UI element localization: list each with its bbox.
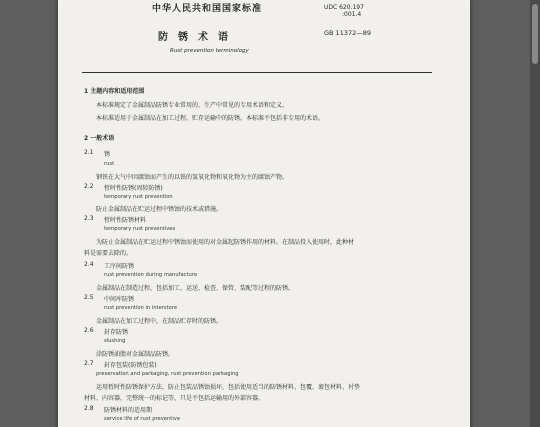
gb-code: GB 11372—89 bbox=[324, 29, 372, 37]
term-number: 2.8 bbox=[84, 405, 94, 412]
standard-header: 中华人民共和国国家标准 bbox=[152, 4, 263, 14]
term-zh: 工序间防锈 bbox=[104, 263, 135, 270]
term-definition: 运用暂时性防锈保护方法，防止包装品锈蚀损坏，包括使用适当的防锈材料、包覆、裹包材料、衬垫 bbox=[96, 384, 361, 391]
section-2-heading: 2 一般术语 bbox=[84, 135, 115, 142]
term-number: 2.3 bbox=[84, 215, 94, 222]
udc-code-sub: :001.4 bbox=[342, 11, 362, 18]
term-definition: 金属制品在加工过程中，在制品贮存时的防锈。 bbox=[96, 318, 223, 325]
term-en: temporary rust prevention bbox=[104, 194, 173, 200]
term-en: rust prevention in interstore bbox=[104, 305, 178, 311]
term-definition: 防止金属制品在贮运过程中锈蚀的技术或措施。 bbox=[96, 206, 223, 213]
term-en: temporary rust preventives bbox=[104, 226, 176, 232]
term-en: preservation and parkaging, rust prevention parkaging bbox=[96, 371, 239, 377]
header-divider bbox=[82, 72, 432, 73]
term-number: 2.1 bbox=[84, 149, 94, 156]
document-page bbox=[58, 0, 470, 427]
term-zh: 封存包装(防锈包装) bbox=[104, 362, 157, 369]
scrollbar-thumb[interactable] bbox=[532, 4, 538, 64]
term-zh: 暂时性防锈(周转防锈) bbox=[104, 185, 163, 192]
term-en: rust prevention during manufacture bbox=[104, 272, 198, 278]
term-definition-cont: 材料、内容器，完整统一的标记等，只是不包括运输用的外部容器。 bbox=[84, 395, 265, 402]
term-number: 2.5 bbox=[84, 294, 94, 301]
term-definition: 钢铁在大气中因腐蚀而产生的以铁的氢氧化物和氧化物为主的腐蚀产物。 bbox=[96, 174, 289, 181]
term-definition: 为防止金属制品在贮运过程中锈蚀而使用的对金属起防锈作用的材料。在制品投入使用时，此种材 bbox=[96, 239, 355, 246]
term-definition-cont: 料是需要去除的。 bbox=[84, 250, 133, 257]
term-en: slushing bbox=[104, 338, 126, 344]
term-number: 2.7 bbox=[84, 360, 94, 367]
term-number: 2.6 bbox=[84, 327, 94, 334]
section-1-para-1: 本标准规定了金属制品防锈专业常用的、生产中常见的专用术语和定义。 bbox=[96, 102, 289, 109]
term-zh: 中间库防锈 bbox=[104, 296, 135, 303]
term-definition: 金属制品在制造过程，包括加工、运送、检查、保管、装配等过程的防锈。 bbox=[96, 285, 295, 292]
section-1-heading: 1 主题内容和适用范围 bbox=[84, 88, 145, 95]
term-zh: 封存防锈 bbox=[104, 329, 129, 336]
udc-code: UDC 620.197 bbox=[324, 4, 364, 11]
term-en: service life of rust preventive bbox=[104, 416, 181, 422]
term-number: 2.2 bbox=[84, 183, 94, 190]
term-zh: 锈 bbox=[104, 151, 111, 158]
english-title: Rust prevention terminology bbox=[170, 48, 249, 54]
term-en: rust bbox=[104, 161, 115, 167]
term-number: 2.4 bbox=[84, 261, 94, 268]
term-zh: 暂时性防锈材料 bbox=[104, 217, 147, 224]
document-title: 防锈术语 bbox=[158, 32, 238, 43]
term-zh: 防锈材料的适用期 bbox=[104, 407, 153, 414]
term-definition: 涂防锈油脂对金属制品防锈。 bbox=[96, 351, 175, 358]
vertical-scrollbar[interactable] bbox=[530, 0, 540, 427]
section-1-para-2: 本标准适用于金属制品在加工过程、贮存运输中的防锈。本标准不包括非专用的术语。 bbox=[96, 115, 325, 122]
